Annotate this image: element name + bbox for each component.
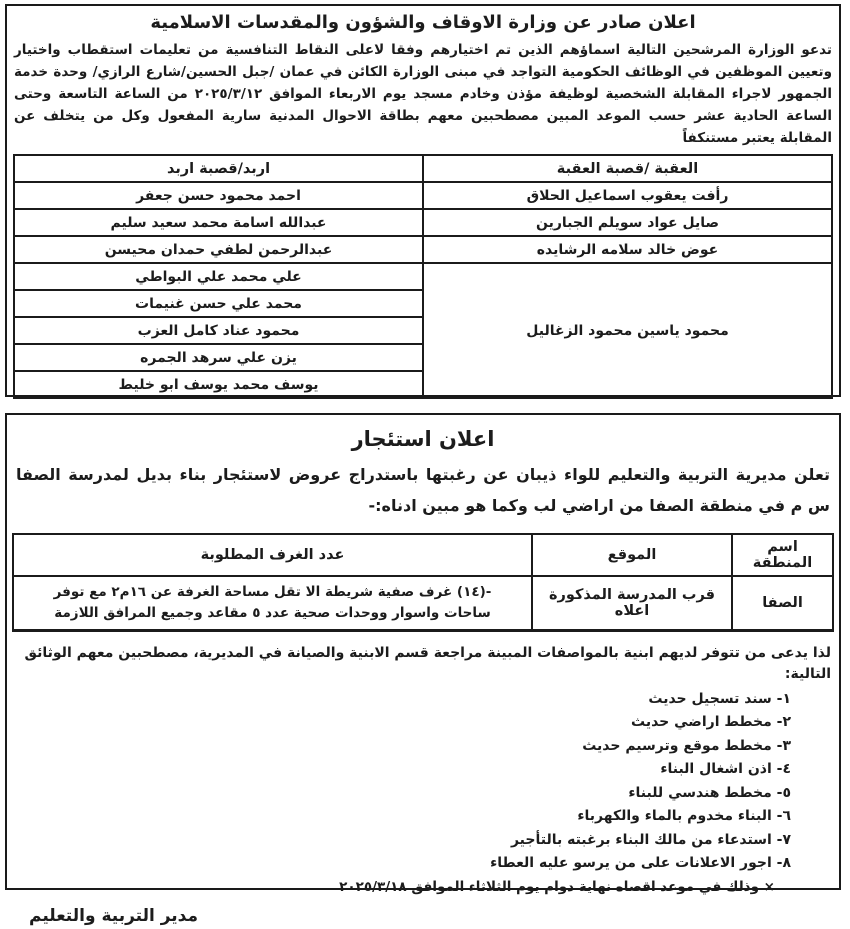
candidate-name-cell: يزن علي سرهد الجمره: [14, 344, 423, 371]
table-row: [14, 209, 832, 236]
rental-header-row: [13, 534, 833, 576]
irbid-column-header: اربد/قصبة اربد: [14, 155, 423, 182]
region-name-cell: الصفا: [732, 576, 833, 630]
table-row: [14, 236, 832, 263]
location-header: الموقع: [532, 534, 732, 576]
deadline-note: × وذلك في موعد اقصاه نهاية دوام يوم الثلاثاء الموافق ٢٠٢٥/٣/١٨: [339, 878, 775, 895]
requirement-item: ٥- مخطط هندسي للبناء: [628, 784, 791, 801]
requirement-item: ٢- مخطط اراضي حديث: [631, 714, 791, 730]
rental-table: [12, 533, 834, 632]
awqaf-title: اعلان صادر عن وزارة الاوقاف والشؤون والمقدسات الاسلامية: [150, 12, 696, 33]
candidates-table: [13, 154, 833, 399]
location-cell: قرب المدرسة المذكورة اعلاه: [532, 576, 732, 630]
awqaf-announcement-box: [5, 4, 841, 397]
awqaf-body-text: تدعو الوزارة المرشحين التالية اسماؤهم الذين تم اختيارهم وفقا لاعلى النقاط التنافسية من تعليمات استقطاب واختيار وتعيين الموظفين في الوظائف الحكومية التواجد في مبنى الوزارة الكائن في عمان /جبل الحسين/شارع الرازي/ وحدة خدمة الجمهور لاجراء المقابلة الشخصية لوظيفة مؤذن وخادم مسجد يوم الاربعاء الموافق ٢٠٢٥/٣/١٢ من الساعة التاسعة وحتى الساعة الحادية عشر حسب الموعد المبين مصطحبين معهم بطاقة الاحوال المدنية سارية المفعول وكل من يتخلف عن المقابلة يعتبر مستنكفاً: [14, 42, 832, 146]
candidate-name-cell: علي محمد علي البواطي: [14, 263, 423, 290]
table-row: [14, 182, 832, 209]
aqaba-column-header: العقبة /قصبة العقبة: [423, 155, 832, 182]
rental-body-text: تعلن مديرية التربية والتعليم للواء ذيبان عن رغبتها باستدراج عروض لاستئجار بناء بديل لمدرسة الصفا س م في منطقة الصفا من اراضي لب وكما هو مبين ادناه:-: [16, 465, 830, 515]
requirement-item: ٦- البناء مخدوم بالماء والكهرباء: [577, 808, 791, 824]
candidate-name-cell: عبدالله اسامة محمد سعيد سليم: [14, 209, 423, 236]
candidate-name-cell: رأفت يعقوب اسماعيل الحلاق: [423, 182, 832, 209]
candidate-name-cell: محمد علي حسن غنيمات: [14, 290, 423, 317]
candidates-header-row: [14, 155, 832, 182]
rental-title: اعلان استئجار: [351, 427, 495, 451]
candidate-name-cell: محمود عناد كامل العزب: [14, 317, 423, 344]
requirement-item: ٧- استدعاء من مالك البناء برغبته بالتأجير: [510, 831, 791, 848]
requirements-intro: لذا يدعى من تتوفر لديهم ابنية بالمواصفات المبينة مراجعة قسم الابنية والصيانة في المديرية، مصطحبين معهم الوثائق التالية:: [24, 644, 831, 682]
candidate-name-cell: صايل عواد سويلم الجبارين: [423, 209, 832, 236]
candidate-name-cell: يوسف محمد يوسف ابو خليط: [14, 371, 423, 398]
candidate-name-cell: احمد محمود حسن جعفر: [14, 182, 423, 209]
region-name-header: اسم المنطقة: [732, 534, 833, 576]
requirements-list: [7, 688, 791, 876]
rental-announcement-box: [5, 413, 841, 926]
signature: مدير التربية والتعليم: [29, 905, 199, 926]
requirement-item: ٨- اجور الاعلانات على من يرسو عليه العطاء: [490, 855, 791, 871]
rooms-required-cell: -(١٤) غرف صفية شريطة الا تقل مساحة الغرفة عن ١٦م٢ مع توفر ساحات واسوار ووحدات صحية عدد ٥ مقاعد وجميع المرافق اللازمة: [13, 576, 532, 630]
candidate-name-merged-cell: محمود ياسين محمود الزغاليل: [423, 263, 832, 398]
rooms-required-header: عدد الغرف المطلوبة: [13, 534, 532, 576]
requirement-item: ٣- مخطط موقع وترسيم حديث: [582, 737, 791, 754]
candidate-name-cell: عوض خالد سلامه الرشايده: [423, 236, 832, 263]
requirement-item: ١- سند تسجيل حديث: [648, 690, 791, 707]
table-row: [14, 263, 832, 290]
rental-data-row: [13, 576, 833, 630]
candidate-name-cell: عبدالرحمن لطفي حمدان محيسن: [14, 236, 423, 263]
requirement-item: ٤- اذن اشغال البناء: [660, 761, 791, 777]
